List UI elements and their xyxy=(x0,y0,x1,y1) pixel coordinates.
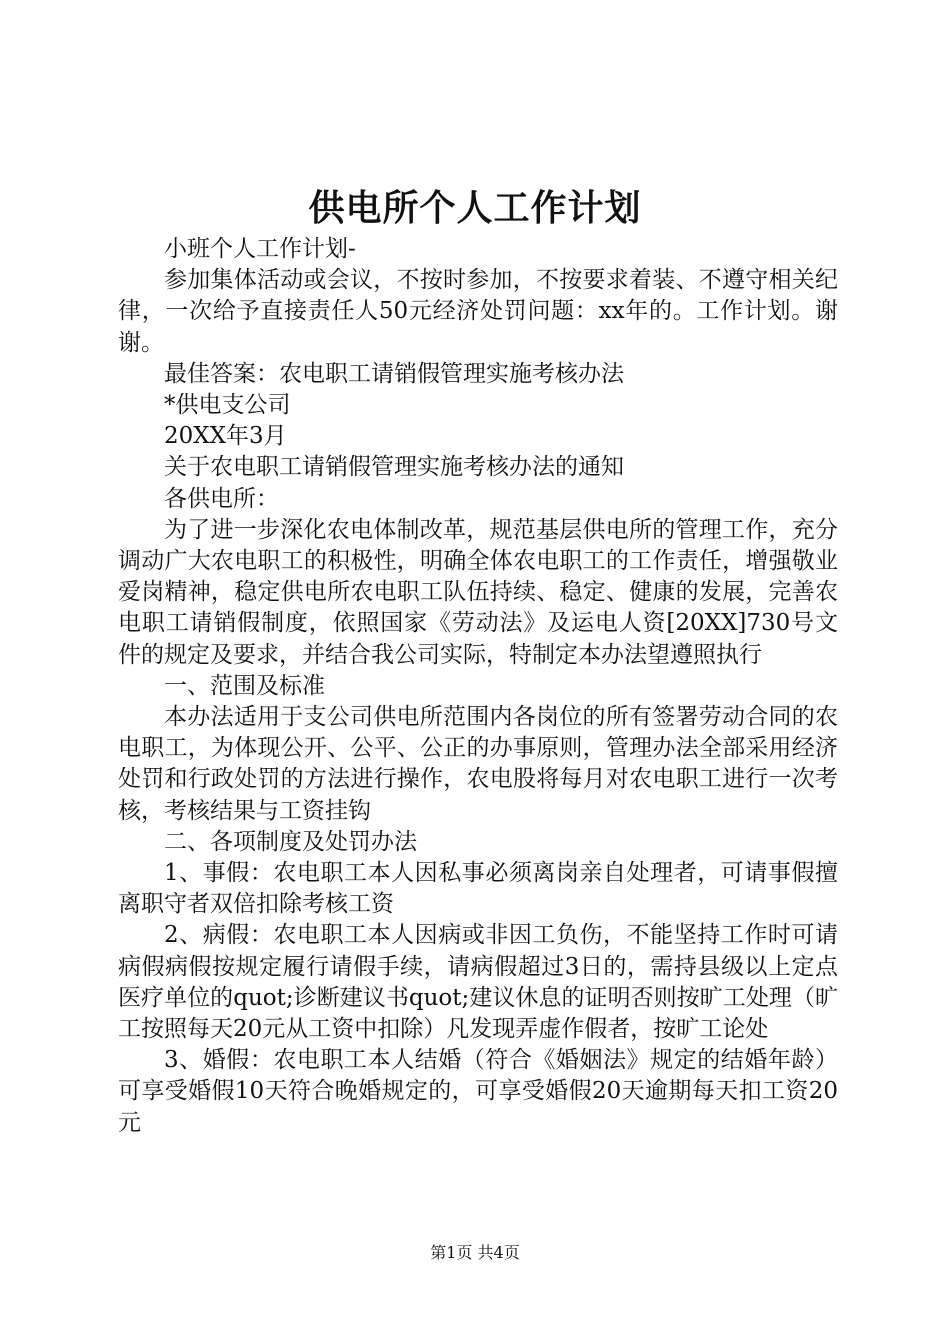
paragraph: 关于农电职工请销假管理实施考核办法的通知 xyxy=(164,454,624,481)
paragraph: 3、婚假：农电职工本人结婚（符合《婚姻法》规定的结婚年龄）可享受婚假10天符合晚婚规定的，可享受婚假20天逾期每天扣工资20元 xyxy=(118,1047,838,1136)
paragraph: 2、病假：农电职工本人因病或非因工负伤，不能坚持工作时可请病假病假按规定履行请假手续，请病假超过3日的，需持县级以上定点医疗单位的quot;诊断建议书quot;建议休息的证明否则按旷工处理（旷工按照每天20元从工资中扣除）凡发现弄虚作假者，按旷工论处 xyxy=(118,922,838,1043)
paragraph: *供电支公司 xyxy=(164,392,291,419)
paragraph: 为了进一步深化农电体制改革，规范基层供电所的管理工作，充分调动广大农电职工的积极性，明确全体农电职工的工作责任，增强敬业爱岗精神，稳定供电所农电职工队伍持续、稳定、健康的发展，完善农电职工请销假制度，依照国家《劳动法》及运电人资[20XX]730号文件的规定及要求，并结合我公司实际，特制定本办法望遵照执行 xyxy=(118,516,838,668)
document-body xyxy=(118,234,838,1139)
paragraph: 小班个人工作计划- xyxy=(164,236,356,262)
paragraph: 各供电所： xyxy=(164,485,279,512)
document-title: 供电所个人工作计划 xyxy=(308,187,642,229)
section-heading: 二、各项制度及处罚办法 xyxy=(164,828,417,855)
page-footer: 第1页 共4页 xyxy=(430,1243,520,1262)
section-heading: 一、范围及标准 xyxy=(164,672,325,699)
paragraph: 参加集体活动或会议，不按时参加，不按要求着装、不遵守相关纪律，一次给予直接责任人50元经济处罚问题：xx年的。工作计划。谢谢。 xyxy=(118,267,838,356)
paragraph: 20XX年3月 xyxy=(164,423,287,450)
paragraph: 最佳答案：农电职工请销假管理实施考核办法 xyxy=(164,360,624,387)
paragraph: 1、事假：农电职工本人因私事必须离岗亲自处理者，可请事假擅离职守者双倍扣除考核工资 xyxy=(118,860,838,918)
paragraph: 本办法适用于支公司供电所范围内各岗位的所有签署劳动合同的农电职工，为体现公开、公平、公正的办事原则，管理办法全部采用经济处罚和行政处罚的方法进行操作，农电股将每月对农电职工进行一次考核，考核结果与工资挂钩 xyxy=(118,704,838,824)
